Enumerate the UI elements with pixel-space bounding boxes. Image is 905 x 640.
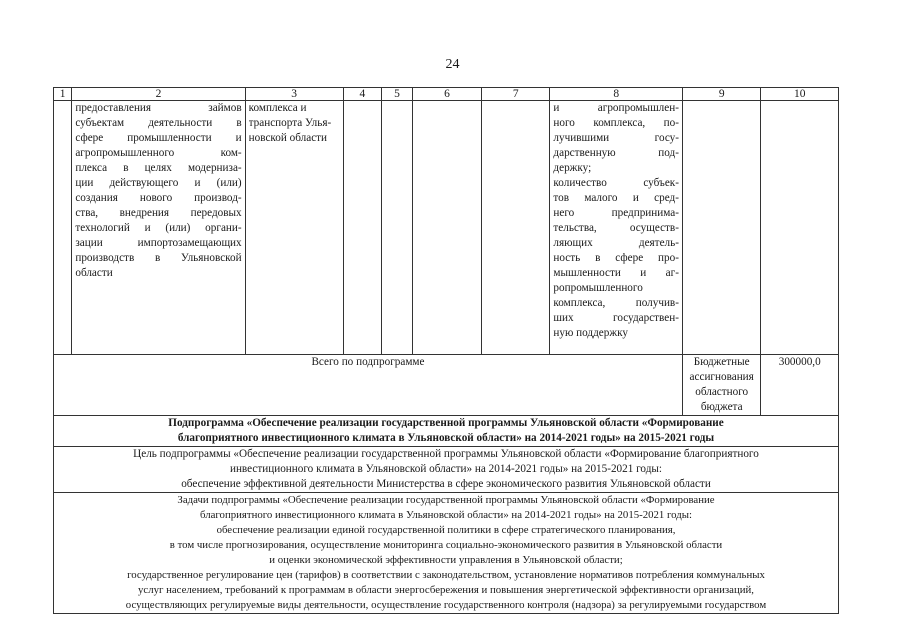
- subprogram-title-row: [54, 416, 839, 447]
- program-table: [53, 87, 839, 614]
- text-line: обеспечение эффективной деятельности Министерства в сфере экономического развития Ульяновской области: [181, 478, 711, 490]
- total-row: [54, 355, 839, 416]
- text-line: ную поддержку: [553, 327, 628, 339]
- text-line: государственное регулирование цен (тарифов) в соответствии с законодательством, установление нормативов потребления коммунальных: [127, 569, 765, 581]
- text-line: благоприятного инвестиционного климата в Ульяновской области» на 2014-2021 годы» на 2015-2021 годы: [177, 432, 715, 444]
- text-line: новской области: [248, 132, 328, 144]
- text-line: производств в Ульяновской: [75, 252, 242, 264]
- cell-col5: [382, 101, 413, 355]
- cell-col4: [343, 101, 382, 355]
- header-cell: 5: [382, 88, 413, 101]
- text-line: транспорта Улья-: [248, 117, 332, 129]
- text-line: сфере промышленности и: [75, 132, 242, 144]
- text-line: обеспечение реализации единой государственной политики в сфере стратегического планирования,: [216, 524, 676, 536]
- funding-source: [682, 355, 760, 416]
- text-line: Бюджетные: [693, 356, 750, 368]
- text-line: ства, внедрения передовых: [75, 207, 242, 219]
- text-line: и агропромышлен-: [553, 102, 679, 114]
- text-line: количество субъек-: [553, 177, 679, 189]
- text-line: услуг населением, требований к программам в области энергосбережения и повышения энергетической эффективности организаций,: [138, 584, 754, 596]
- text-line: осуществляющих регулируемые виды деятельности, осуществление государственного контроля (надзора) за регулируемыми государством: [125, 599, 767, 611]
- header-cell: 9: [682, 88, 760, 101]
- text-line: мышленности и аг-: [553, 267, 679, 279]
- header-cell: 6: [412, 88, 481, 101]
- text-line: областного: [695, 386, 749, 398]
- text-line: держку;: [553, 162, 592, 174]
- subprogram-title: [54, 416, 839, 447]
- cell-executor: [245, 101, 343, 355]
- text-line: ассигнования: [689, 371, 754, 383]
- text-line: Цель подпрограммы «Обеспечение реализации государственной программы Ульяновской области «Формирование благоприятного: [133, 448, 759, 460]
- text-line: ших государствен-: [553, 312, 679, 324]
- text-line: тельства, осуществ-: [553, 222, 679, 234]
- text-line: ции действующего и (или): [75, 177, 242, 189]
- goal-row: [54, 447, 839, 493]
- tasks-row: [54, 493, 839, 614]
- header-cell: 3: [245, 88, 343, 101]
- subprogram-tasks: [54, 493, 839, 614]
- cell-col7: [482, 101, 550, 355]
- header-cell: 10: [761, 88, 839, 101]
- header-cell: 2: [72, 88, 245, 101]
- page-number: 24: [445, 57, 460, 72]
- text-line: технологий и (или) органи-: [75, 222, 242, 234]
- text-line: лучившими госу-: [553, 132, 679, 144]
- text-line: субъектам деятельности в: [75, 117, 242, 129]
- text-line: Подпрограмма «Обеспечение реализации государственной программы Ульяновской области «Формирование: [168, 417, 724, 429]
- subprogram-goal: [54, 447, 839, 493]
- total-amount: 300000,0: [761, 355, 839, 416]
- text-line: зации импортозамещающих: [75, 237, 242, 249]
- table-row: [54, 101, 839, 355]
- text-line: бюджета: [700, 401, 743, 413]
- text-line: ность в сфере про-: [553, 252, 679, 264]
- cell-indicators: [550, 101, 683, 355]
- text-line: плекса в целях модерниза-: [75, 162, 242, 174]
- text-line: ропромышленного: [553, 282, 643, 294]
- total-label: Всего по подпрограмме: [54, 355, 683, 416]
- text-line: Задачи подпрограммы «Обеспечение реализации государственной программы Ульяновской области «Формирование: [177, 494, 715, 506]
- text-line: создания нового производ-: [75, 192, 242, 204]
- text-line: в том числе прогнозирования, осуществление мониторинга социально-экономического развития в Ульяновской области: [169, 539, 723, 551]
- text-line: ляющих деятель-: [553, 237, 679, 249]
- text-line: области: [75, 267, 113, 279]
- header-cell: 4: [343, 88, 382, 101]
- cell-col10: [761, 101, 839, 355]
- text-line: благоприятного инвестиционного климата в Ульяновской области» на 2014-2021 годы» на 2015-2021 годы:: [199, 509, 693, 521]
- text-line: тов малого и сред-: [553, 192, 679, 204]
- text-line: и оценки экономической эффективности управления в Ульяновской области;: [269, 554, 623, 566]
- text-line: предоставления займов: [75, 102, 242, 114]
- text-line: него предпринима-: [553, 207, 679, 219]
- cell-col1: [54, 101, 72, 355]
- header-cell: 1: [54, 88, 72, 101]
- cell-col9: [682, 101, 760, 355]
- text-line: комплекса, получив-: [553, 297, 679, 309]
- cell-col6: [412, 101, 481, 355]
- header-cell: 8: [550, 88, 683, 101]
- header-row: [54, 88, 839, 101]
- text-line: комплекса и: [248, 102, 307, 114]
- cell-measure-description: [72, 101, 245, 355]
- header-cell: 7: [482, 88, 550, 101]
- text-line: инвестиционного климата в Ульяновской области» на 2014-2021 годы» на 2015-2021 годы:: [229, 463, 663, 475]
- text-line: агропромышленного ком-: [75, 147, 242, 159]
- text-line: дарственную под-: [553, 147, 679, 159]
- text-line: ного комплекса, по-: [553, 117, 679, 129]
